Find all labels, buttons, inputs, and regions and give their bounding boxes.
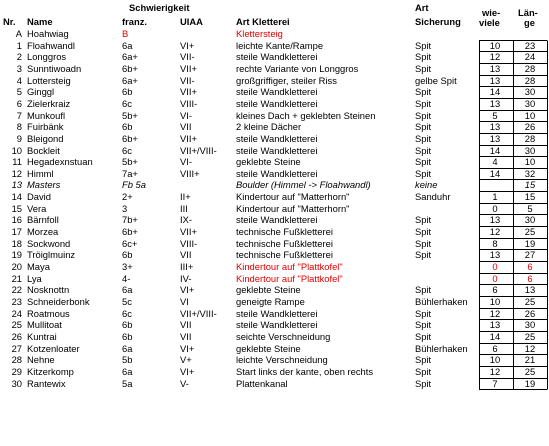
bolt-count: 4: [492, 156, 498, 168]
route-length: 25: [524, 330, 536, 342]
route-name: Roatmous: [27, 307, 70, 319]
row-number: 4: [16, 74, 22, 86]
route-length: 32: [524, 167, 536, 179]
route-length: 10: [524, 156, 536, 168]
grade-french: 6b+: [122, 62, 138, 74]
grade-uiaa: V-: [180, 377, 189, 389]
grade-french: 7a+: [122, 167, 138, 179]
row-number: 14: [11, 191, 22, 203]
grade-uiaa: VII: [180, 249, 192, 261]
header-franz: franz.: [122, 16, 148, 27]
protection-type: Spit: [415, 167, 432, 179]
grade-uiaa: VII+: [180, 62, 197, 74]
grade-uiaa: VII+: [180, 86, 197, 98]
grade-french: B: [122, 28, 129, 39]
table-row: [0, 238, 549, 250]
route-length: 21: [524, 354, 536, 366]
row-number: 27: [11, 342, 22, 354]
climbing-type: geklebte Steine: [236, 156, 301, 168]
grade-french: 6c: [122, 144, 132, 156]
route-name: Kuntrai: [27, 330, 57, 342]
grade-uiaa: VII-: [180, 74, 195, 86]
grade-uiaa: VII+: [180, 132, 197, 144]
header-uiaa: UIAA: [180, 16, 203, 27]
route-name: Maya: [27, 261, 50, 272]
grade-french: 6c: [122, 307, 132, 319]
header-viele: viele: [479, 17, 500, 28]
bolt-count: 12: [489, 365, 501, 377]
bolt-count: 12: [489, 307, 501, 319]
route-length: 19: [524, 377, 536, 389]
bolt-count: 14: [489, 167, 501, 179]
row-number: 17: [11, 226, 22, 238]
grade-french: 6b: [122, 86, 133, 98]
route-length: 30: [524, 97, 536, 109]
row-number: 29: [11, 365, 22, 377]
grade-uiaa: VI-: [180, 156, 192, 168]
grade-uiaa: IX-: [180, 214, 192, 226]
header-wie: wie-: [482, 7, 501, 18]
protection-type: Spit: [415, 39, 432, 51]
grade-french: 6b+: [122, 132, 138, 144]
route-name: Lottersteig: [27, 74, 71, 86]
climbing-type: geklebte Steine: [236, 342, 301, 354]
climbing-type: steile Wandkletterei: [236, 86, 318, 98]
table-row: [0, 378, 549, 390]
protection-type: Spit: [415, 249, 432, 261]
table-row: [0, 191, 549, 203]
grade-french: 6b: [122, 319, 133, 331]
header-nr: Nr.: [3, 16, 16, 27]
route-length: 5: [527, 202, 533, 214]
bolt-count: 8: [492, 237, 498, 249]
row-number: 28: [11, 354, 22, 366]
table-row: [0, 249, 549, 261]
climbing-type: steile Wandkletterei: [236, 214, 318, 226]
protection-type: Spit: [415, 284, 432, 296]
protection-type: Spit: [415, 226, 432, 238]
climbing-type: leichte Verschneidung: [236, 354, 328, 366]
protection-type: Sanduhr: [415, 191, 451, 203]
route-length: 6: [527, 272, 533, 284]
route-name: Bärnfoll: [27, 214, 59, 226]
header-sicherung: Sicherung: [415, 16, 461, 27]
row-number: 6: [16, 97, 22, 109]
route-name: Kitzerkomp: [27, 365, 74, 377]
header-name: Name: [27, 16, 53, 27]
grade-uiaa: IV-: [180, 272, 192, 284]
bolt-count: 14: [489, 144, 501, 156]
table-row: [0, 75, 549, 87]
route-name: Nosknottn: [27, 284, 70, 296]
protection-type: Bühlerhaken: [415, 342, 468, 354]
grade-french: 3+: [122, 261, 133, 272]
table-row: [0, 110, 549, 122]
route-length: 30: [524, 214, 536, 226]
table-row: [0, 214, 549, 226]
table-row: [0, 319, 549, 331]
bolt-count: 13: [489, 214, 501, 226]
row-number: 9: [16, 132, 22, 144]
table-row: [0, 98, 549, 110]
climbing-type: steile Wandkletterei: [236, 167, 318, 179]
grade-french: 6a+: [122, 51, 138, 63]
protection-type: gelbe Spit: [415, 74, 457, 86]
row-number: 26: [11, 330, 22, 342]
table-row: [0, 156, 549, 168]
grade-uiaa: VII+/VIII-: [180, 307, 217, 319]
table-row: [0, 366, 549, 378]
header-laen: Län-: [518, 7, 538, 18]
grade-uiaa: VI+: [180, 39, 195, 51]
grade-uiaa: III+: [180, 261, 194, 272]
route-length: 12: [524, 342, 536, 354]
table-row: [0, 226, 549, 238]
protection-type: Spit: [415, 62, 432, 74]
climbing-type: Kindertour auf "Matterhorn": [236, 191, 350, 203]
grade-uiaa: VII-: [180, 51, 195, 63]
grade-uiaa: VI-: [180, 109, 192, 121]
protection-type: Spit: [415, 86, 432, 98]
table-row: [0, 284, 549, 296]
route-name: Schneiderbonk: [27, 295, 90, 307]
protection-type: Spit: [415, 377, 432, 389]
grade-french: 6c: [122, 97, 132, 109]
grade-uiaa: VI: [180, 295, 189, 307]
climbing-type: Boulder (Himmel -> Floahwandl): [236, 179, 371, 191]
route-length: 28: [524, 132, 536, 144]
protection-type: Spit: [415, 237, 432, 249]
route-name: Rantewix: [27, 377, 66, 389]
protection-type: Spit: [415, 365, 432, 377]
grade-uiaa: VI+: [180, 342, 195, 354]
bolt-count: 1: [492, 191, 498, 203]
table-row: [0, 203, 549, 215]
grade-french: 5b+: [122, 109, 138, 121]
bolt-count: 10: [489, 39, 501, 51]
bolt-count: 0: [492, 202, 498, 214]
row-number: 7: [16, 109, 22, 121]
grade-french: Fb 5a: [122, 179, 146, 191]
row-number: 10: [11, 144, 22, 156]
row-number: 12: [11, 167, 22, 179]
bolt-count: 6: [492, 284, 498, 296]
protection-type: Spit: [415, 156, 432, 168]
grade-french: 5b+: [122, 156, 138, 168]
grade-uiaa: VII: [180, 121, 192, 133]
table-row: [0, 308, 549, 320]
row-number: 15: [11, 202, 22, 214]
bolt-count: 14: [489, 330, 501, 342]
grade-uiaa: VI+: [180, 284, 195, 296]
climbing-type: 2 kleine Dächer: [236, 121, 302, 133]
climbing-type: steile Wandkletterei: [236, 51, 318, 63]
table-row: [0, 354, 549, 366]
row-number: 11: [12, 156, 22, 168]
protection-type: Spit: [415, 319, 432, 331]
bolt-count: 13: [489, 62, 501, 74]
table-row: [0, 273, 549, 285]
climbing-type: technische Fußkletterei: [236, 226, 333, 238]
grade-french: 7b+: [122, 214, 138, 226]
route-length: 30: [524, 319, 536, 331]
route-name: Floahwandl: [27, 39, 75, 51]
climbing-type: geklebte Steine: [236, 284, 301, 296]
table-row: [0, 296, 549, 308]
row-number: 8: [16, 121, 22, 133]
protection-type: Spit: [415, 132, 432, 144]
route-name: Longgros: [27, 51, 67, 63]
row-number: 13: [11, 179, 22, 191]
table-row: [0, 261, 549, 273]
climbing-type: seichte Verschneidung: [236, 330, 331, 342]
protection-type: Spit: [415, 121, 432, 133]
route-length: 15: [524, 191, 536, 203]
bolt-count: 6: [492, 342, 498, 354]
bolt-count: 13: [489, 132, 501, 144]
row-number: 3: [16, 62, 22, 74]
bolt-count: 10: [489, 295, 501, 307]
grade-french: 6a: [122, 39, 133, 51]
route-length: 27: [524, 249, 536, 261]
grade-french: 6a: [122, 342, 133, 354]
route-name: Mullitoat: [27, 319, 62, 331]
route-name: Munkoufl: [27, 109, 66, 121]
grade-uiaa: VI+: [180, 365, 195, 377]
row-number: 5: [16, 86, 22, 98]
route-length: 26: [524, 307, 536, 319]
protection-type: Spit: [415, 214, 432, 226]
grade-french: 4-: [122, 272, 131, 284]
route-name: Sunntiwoadn: [27, 62, 82, 74]
table-row: [0, 168, 549, 180]
climbing-type: technische Fußkletterei: [236, 237, 333, 249]
climbing-type: steile Wandkletterei: [236, 144, 318, 156]
route-length: 25: [524, 226, 536, 238]
grade-uiaa: VII+: [180, 226, 197, 238]
grade-uiaa: VIII-: [180, 97, 198, 109]
grade-french: 6b: [122, 121, 133, 133]
route-length: 24: [524, 51, 536, 63]
protection-type: Spit: [415, 354, 432, 366]
table-row: [0, 343, 549, 355]
grade-uiaa: VII: [180, 330, 192, 342]
row-number: 21: [11, 272, 22, 284]
route-name: Morzea: [27, 226, 59, 238]
protection-type: Spit: [415, 307, 432, 319]
route-length: 6: [527, 261, 533, 272]
table-row: [0, 28, 549, 40]
route-name: Tröiglmuinz: [27, 249, 76, 261]
protection-type: Spit: [415, 109, 432, 121]
route-name: David: [27, 191, 51, 203]
table-row: [0, 51, 549, 63]
route-length: 28: [524, 62, 536, 74]
route-name: Himml: [27, 167, 54, 179]
row-number: 18: [11, 237, 22, 249]
header-art: Art: [415, 2, 429, 13]
bolt-count: 13: [489, 121, 501, 133]
bolt-count: 13: [489, 74, 501, 86]
header-art-kletterei: Art Kletterei: [236, 16, 290, 27]
table-row: [0, 179, 549, 191]
route-name: Zielerkraiz: [27, 97, 71, 109]
route-name: Kotzenloater: [27, 342, 80, 354]
grade-french: 6b: [122, 330, 133, 342]
route-name: Sockwond: [27, 237, 71, 249]
route-length: 26: [524, 121, 536, 133]
grade-french: 6a: [122, 284, 133, 296]
route-name: Hoahwiag: [27, 28, 69, 39]
protection-type: Spit: [415, 51, 432, 63]
grade-uiaa: VII: [180, 319, 192, 331]
climbing-type: steile Wandkletterei: [236, 97, 318, 109]
route-name: Bleigond: [27, 132, 64, 144]
route-length: 30: [524, 144, 536, 156]
table-row: [0, 331, 549, 343]
climbing-type: rechte Variante von Longgros: [236, 62, 359, 74]
grade-uiaa: VII+/VIII-: [180, 144, 217, 156]
grade-french: 6c+: [122, 237, 138, 249]
bolt-count: 13: [489, 319, 501, 331]
protection-type: Spit: [415, 97, 432, 109]
table-row: [0, 121, 549, 133]
route-name: Bockleit: [27, 144, 60, 156]
route-name: Vera: [27, 202, 47, 214]
row-number: 24: [11, 307, 22, 319]
climbing-type: großgriffiger, steiler Riss: [236, 74, 337, 86]
grade-french: 3: [122, 202, 128, 214]
row-number: 19: [11, 249, 22, 261]
table-row: [0, 63, 549, 75]
row-number: 16: [11, 214, 22, 226]
table-row: [0, 145, 549, 157]
table-row: [0, 133, 549, 145]
climbing-type: leichte Kante/Rampe: [236, 39, 324, 51]
route-name: Nehne: [27, 354, 55, 366]
row-number: 20: [11, 261, 22, 272]
row-number: 23: [11, 295, 22, 307]
bolt-count: 7: [492, 377, 498, 389]
grade-uiaa: III: [180, 202, 188, 214]
grade-french: 5a: [122, 377, 133, 389]
protection-type: Bühlerhaken: [415, 295, 468, 307]
grade-french: 6a+: [122, 74, 138, 86]
protection-type: keine: [415, 179, 438, 191]
climbing-type: steile Wandkletterei: [236, 319, 318, 331]
grade-french: 5b: [122, 354, 133, 366]
climbing-type: Start links der kante, oben rechts: [236, 365, 374, 377]
route-length: 30: [524, 86, 536, 98]
climbing-type: Kindertour auf "Matterhorn": [236, 202, 350, 214]
route-length: 10: [524, 109, 536, 121]
route-length: 23: [524, 39, 536, 51]
protection-type: Spit: [415, 144, 432, 156]
header-ge: ge: [524, 17, 535, 28]
table-row: [0, 40, 549, 52]
climbing-type: steile Wandkletterei: [236, 132, 318, 144]
climbing-type: geneigte Rampe: [236, 295, 305, 307]
grade-uiaa: V+: [180, 354, 192, 366]
table-row: [0, 86, 549, 98]
row-number: 30: [11, 377, 22, 389]
grade-uiaa: VIII+: [180, 167, 200, 179]
route-length: 13: [524, 284, 536, 296]
bolt-count: 10: [489, 354, 501, 366]
row-number: 1: [16, 39, 22, 51]
route-name: Fuirbänk: [27, 121, 64, 133]
bolt-count: 0: [492, 261, 498, 272]
route-length: 25: [524, 295, 536, 307]
bolt-count: 13: [489, 97, 501, 109]
route-name: Hegadexnstuan: [27, 156, 93, 168]
bolt-count: 13: [489, 249, 501, 261]
grade-french: 6b: [122, 249, 133, 261]
climbing-type: kleines Dach + geklebten Steinen: [236, 109, 376, 121]
climbing-type: steile Wandkletterei: [236, 307, 318, 319]
bolt-count: 5: [492, 109, 498, 121]
route-length: 15: [524, 179, 536, 191]
climbing-type: Kindertour auf "Plattkofel": [236, 261, 343, 272]
grade-french: 6a: [122, 365, 133, 377]
protection-type: Spit: [415, 330, 432, 342]
route-name: Lya: [27, 272, 42, 284]
row-number: 22: [11, 284, 22, 296]
route-length: 25: [524, 365, 536, 377]
grade-uiaa: VIII-: [180, 237, 198, 249]
grade-uiaa: II+: [180, 191, 191, 203]
bolt-count: 0: [492, 272, 498, 284]
grade-french: 2+: [122, 191, 133, 203]
route-name: Ginggl: [27, 86, 55, 98]
row-number: 25: [11, 319, 22, 331]
header-schwierigkeit: Schwierigkeit: [129, 2, 190, 13]
route-length: 19: [524, 237, 536, 249]
bolt-count: 12: [489, 226, 501, 238]
bolt-count: 14: [489, 86, 501, 98]
route-name: Masters: [27, 179, 61, 191]
grade-french: 6b+: [122, 226, 138, 238]
climbing-type: Plattenkanal: [236, 377, 288, 389]
row-number: A: [15, 28, 22, 39]
climbing-type: technische Fußkletterei: [236, 249, 333, 261]
climbing-type: Kindertour auf "Plattkofel": [236, 272, 343, 284]
row-number: 2: [16, 51, 22, 63]
bolt-count: 12: [489, 51, 501, 63]
climbing-type: Klettersteig: [236, 28, 283, 39]
grade-french: 5c: [122, 295, 132, 307]
route-length: 28: [524, 74, 536, 86]
